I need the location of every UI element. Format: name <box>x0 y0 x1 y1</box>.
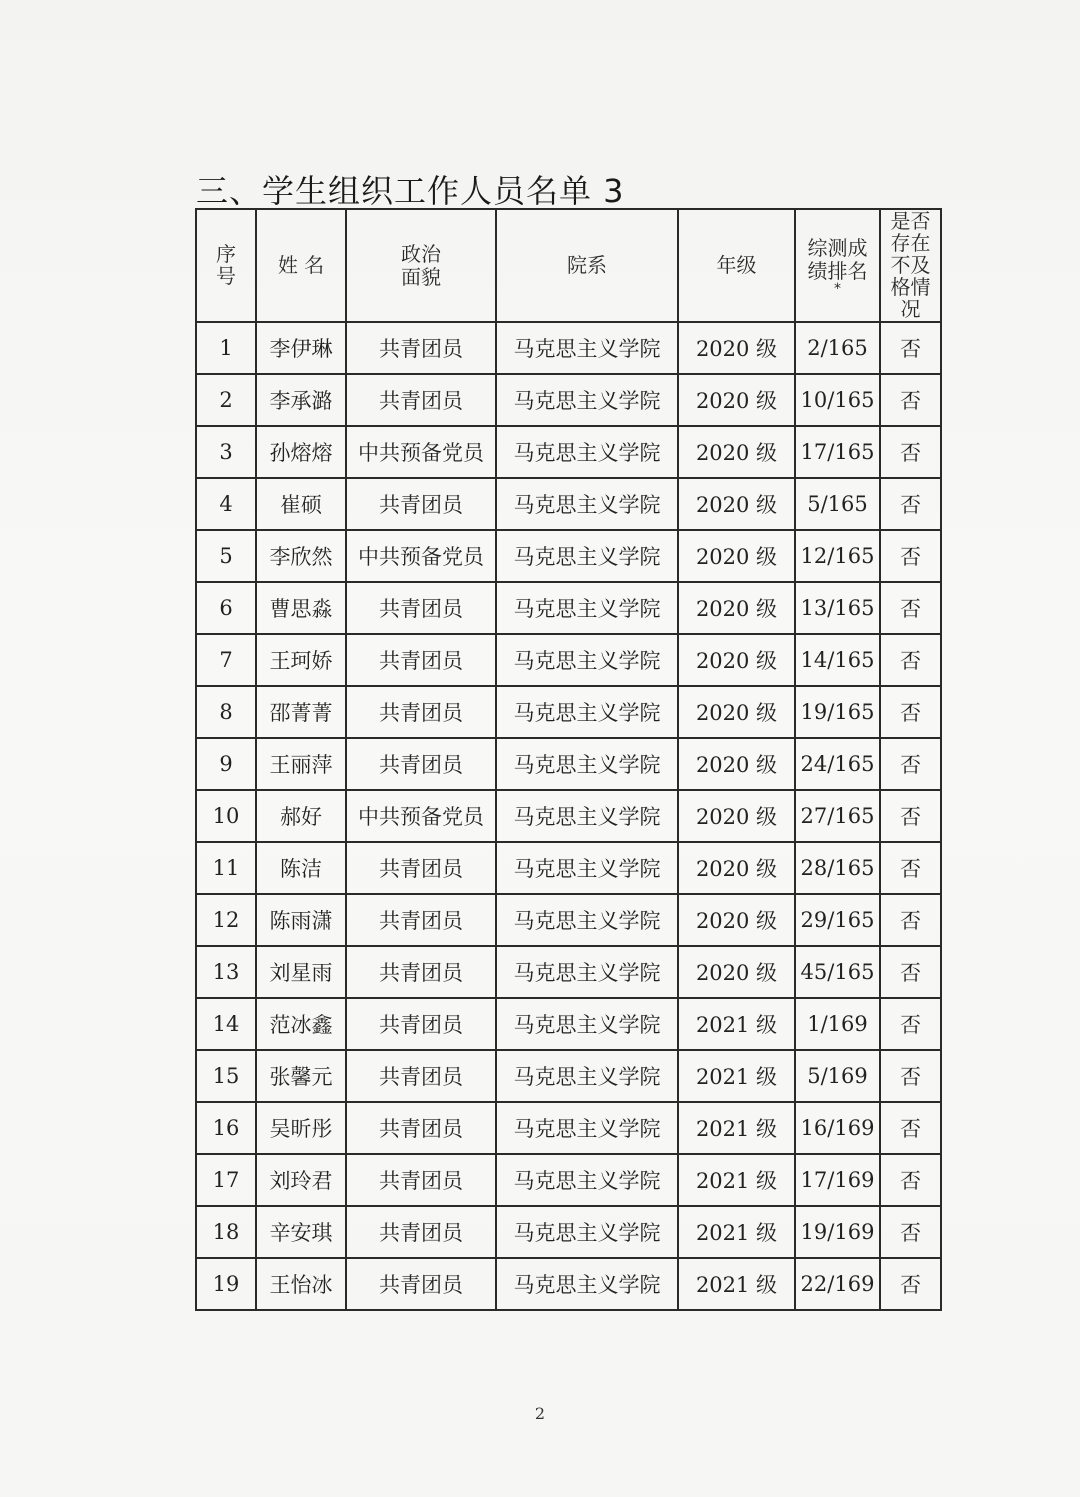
cell-rank: 12/165 <box>795 530 880 582</box>
table-row <box>196 686 941 738</box>
header-political: 政治 面貌 <box>346 209 496 322</box>
cell-fail: 否 <box>880 998 941 1050</box>
cell-rank: 17/169 <box>795 1154 880 1206</box>
cell-name: 辛安琪 <box>256 1206 346 1258</box>
cell-index: 15 <box>196 1050 256 1102</box>
cell-department: 马克思主义学院 <box>496 634 678 686</box>
cell-fail: 否 <box>880 426 941 478</box>
cell-fail: 否 <box>880 634 941 686</box>
cell-political: 共青团员 <box>346 582 496 634</box>
cell-grade: 2020 级 <box>678 686 795 738</box>
header-fail: 是否存在不及格情况 <box>880 209 941 322</box>
cell-rank: 28/165 <box>795 842 880 894</box>
table-row <box>196 790 941 842</box>
cell-fail: 否 <box>880 1154 941 1206</box>
cell-political: 中共预备党员 <box>346 426 496 478</box>
table-row <box>196 426 941 478</box>
cell-political: 共青团员 <box>346 738 496 790</box>
cell-fail: 否 <box>880 946 941 998</box>
cell-political: 共青团员 <box>346 998 496 1050</box>
cell-grade: 2021 级 <box>678 1050 795 1102</box>
cell-rank: 19/169 <box>795 1206 880 1258</box>
cell-rank: 16/169 <box>795 1102 880 1154</box>
cell-department: 马克思主义学院 <box>496 998 678 1050</box>
cell-index: 1 <box>196 322 256 374</box>
cell-department: 马克思主义学院 <box>496 582 678 634</box>
cell-fail: 否 <box>880 790 941 842</box>
cell-grade: 2020 级 <box>678 842 795 894</box>
cell-rank: 2/165 <box>795 322 880 374</box>
header-grade: 年级 <box>678 209 795 322</box>
cell-fail: 否 <box>880 1258 941 1310</box>
cell-name: 张馨元 <box>256 1050 346 1102</box>
cell-political: 共青团员 <box>346 478 496 530</box>
table-row <box>196 1050 941 1102</box>
cell-rank: 14/165 <box>795 634 880 686</box>
table-row <box>196 322 941 374</box>
cell-fail: 否 <box>880 322 941 374</box>
cell-name: 陈洁 <box>256 842 346 894</box>
cell-rank: 45/165 <box>795 946 880 998</box>
cell-fail: 否 <box>880 686 941 738</box>
cell-grade: 2020 级 <box>678 530 795 582</box>
table-row <box>196 374 941 426</box>
cell-department: 马克思主义学院 <box>496 790 678 842</box>
page-number: 2 <box>534 1404 546 1423</box>
cell-political: 共青团员 <box>346 946 496 998</box>
cell-index: 8 <box>196 686 256 738</box>
table-row <box>196 894 941 946</box>
cell-grade: 2020 级 <box>678 738 795 790</box>
table-header-row <box>196 209 941 322</box>
cell-name: 郝好 <box>256 790 346 842</box>
cell-index: 11 <box>196 842 256 894</box>
cell-name: 邵菁菁 <box>256 686 346 738</box>
cell-index: 13 <box>196 946 256 998</box>
cell-grade: 2021 级 <box>678 1102 795 1154</box>
cell-name: 崔硕 <box>256 478 346 530</box>
table-row <box>196 1154 941 1206</box>
cell-department: 马克思主义学院 <box>496 1154 678 1206</box>
cell-political: 共青团员 <box>346 842 496 894</box>
cell-rank: 1/169 <box>795 998 880 1050</box>
cell-name: 王珂娇 <box>256 634 346 686</box>
cell-index: 18 <box>196 1206 256 1258</box>
cell-political: 共青团员 <box>346 1206 496 1258</box>
cell-name: 刘玲君 <box>256 1154 346 1206</box>
cell-department: 马克思主义学院 <box>496 686 678 738</box>
cell-index: 3 <box>196 426 256 478</box>
cell-index: 16 <box>196 1102 256 1154</box>
cell-department: 马克思主义学院 <box>496 530 678 582</box>
cell-department: 马克思主义学院 <box>496 478 678 530</box>
cell-political: 共青团员 <box>346 1102 496 1154</box>
cell-rank: 24/165 <box>795 738 880 790</box>
cell-name: 孙熔熔 <box>256 426 346 478</box>
cell-rank: 10/165 <box>795 374 880 426</box>
cell-index: 2 <box>196 374 256 426</box>
cell-grade: 2020 级 <box>678 582 795 634</box>
cell-rank: 17/165 <box>795 426 880 478</box>
cell-grade: 2020 级 <box>678 322 795 374</box>
cell-department: 马克思主义学院 <box>496 1258 678 1310</box>
cell-department: 马克思主义学院 <box>496 322 678 374</box>
cell-department: 马克思主义学院 <box>496 1050 678 1102</box>
cell-grade: 2020 级 <box>678 790 795 842</box>
cell-political: 中共预备党员 <box>346 530 496 582</box>
cell-department: 马克思主义学院 <box>496 374 678 426</box>
cell-index: 10 <box>196 790 256 842</box>
cell-political: 共青团员 <box>346 894 496 946</box>
cell-fail: 否 <box>880 1050 941 1102</box>
cell-grade: 2020 级 <box>678 374 795 426</box>
cell-grade: 2020 级 <box>678 634 795 686</box>
cell-department: 马克思主义学院 <box>496 842 678 894</box>
page-title: 三、学生组织工作人员名单 3 <box>196 172 625 210</box>
cell-rank: 5/169 <box>795 1050 880 1102</box>
table-row <box>196 582 941 634</box>
cell-rank: 13/165 <box>795 582 880 634</box>
cell-fail: 否 <box>880 1102 941 1154</box>
table-row <box>196 738 941 790</box>
table-row <box>196 530 941 582</box>
cell-grade: 2021 级 <box>678 1154 795 1206</box>
cell-index: 14 <box>196 998 256 1050</box>
cell-department: 马克思主义学院 <box>496 1206 678 1258</box>
roster-table <box>195 208 942 1311</box>
header-name: 姓 名 <box>256 209 346 322</box>
cell-name: 李欣然 <box>256 530 346 582</box>
cell-fail: 否 <box>880 1206 941 1258</box>
table-row <box>196 1258 941 1310</box>
cell-name: 王丽萍 <box>256 738 346 790</box>
cell-fail: 否 <box>880 478 941 530</box>
cell-index: 7 <box>196 634 256 686</box>
cell-grade: 2020 级 <box>678 894 795 946</box>
cell-political: 中共预备党员 <box>346 790 496 842</box>
cell-department: 马克思主义学院 <box>496 1102 678 1154</box>
cell-rank: 29/165 <box>795 894 880 946</box>
cell-department: 马克思主义学院 <box>496 738 678 790</box>
cell-name: 李承潞 <box>256 374 346 426</box>
cell-name: 陈雨潇 <box>256 894 346 946</box>
table-row <box>196 998 941 1050</box>
cell-rank: 5/165 <box>795 478 880 530</box>
cell-name: 范冰鑫 <box>256 998 346 1050</box>
cell-department: 马克思主义学院 <box>496 426 678 478</box>
cell-grade: 2021 级 <box>678 998 795 1050</box>
cell-fail: 否 <box>880 530 941 582</box>
cell-fail: 否 <box>880 374 941 426</box>
table-row <box>196 946 941 998</box>
cell-political: 共青团员 <box>346 1258 496 1310</box>
cell-index: 19 <box>196 1258 256 1310</box>
cell-political: 共青团员 <box>346 1154 496 1206</box>
cell-political: 共青团员 <box>346 686 496 738</box>
cell-name: 王怡冰 <box>256 1258 346 1310</box>
cell-fail: 否 <box>880 582 941 634</box>
cell-political: 共青团员 <box>346 322 496 374</box>
cell-political: 共青团员 <box>346 634 496 686</box>
table-row <box>196 478 941 530</box>
cell-name: 吴昕彤 <box>256 1102 346 1154</box>
cell-fail: 否 <box>880 738 941 790</box>
cell-department: 马克思主义学院 <box>496 946 678 998</box>
cell-grade: 2020 级 <box>678 478 795 530</box>
cell-name: 曹思淼 <box>256 582 346 634</box>
cell-index: 6 <box>196 582 256 634</box>
cell-index: 17 <box>196 1154 256 1206</box>
cell-political: 共青团员 <box>346 374 496 426</box>
header-index: 序号 <box>196 209 256 322</box>
cell-rank: 27/165 <box>795 790 880 842</box>
cell-fail: 否 <box>880 842 941 894</box>
header-rank: 综测成 绩排名 * <box>795 209 880 322</box>
table-row <box>196 1206 941 1258</box>
cell-rank: 22/169 <box>795 1258 880 1310</box>
table-row <box>196 842 941 894</box>
cell-grade: 2020 级 <box>678 946 795 998</box>
cell-index: 12 <box>196 894 256 946</box>
cell-grade: 2020 级 <box>678 426 795 478</box>
table-row <box>196 634 941 686</box>
cell-grade: 2021 级 <box>678 1258 795 1310</box>
table-row <box>196 1102 941 1154</box>
cell-grade: 2021 级 <box>678 1206 795 1258</box>
header-department: 院系 <box>496 209 678 322</box>
cell-department: 马克思主义学院 <box>496 894 678 946</box>
cell-name: 李伊琳 <box>256 322 346 374</box>
cell-index: 5 <box>196 530 256 582</box>
cell-fail: 否 <box>880 894 941 946</box>
cell-index: 9 <box>196 738 256 790</box>
cell-rank: 19/165 <box>795 686 880 738</box>
cell-index: 4 <box>196 478 256 530</box>
cell-political: 共青团员 <box>346 1050 496 1102</box>
cell-name: 刘星雨 <box>256 946 346 998</box>
